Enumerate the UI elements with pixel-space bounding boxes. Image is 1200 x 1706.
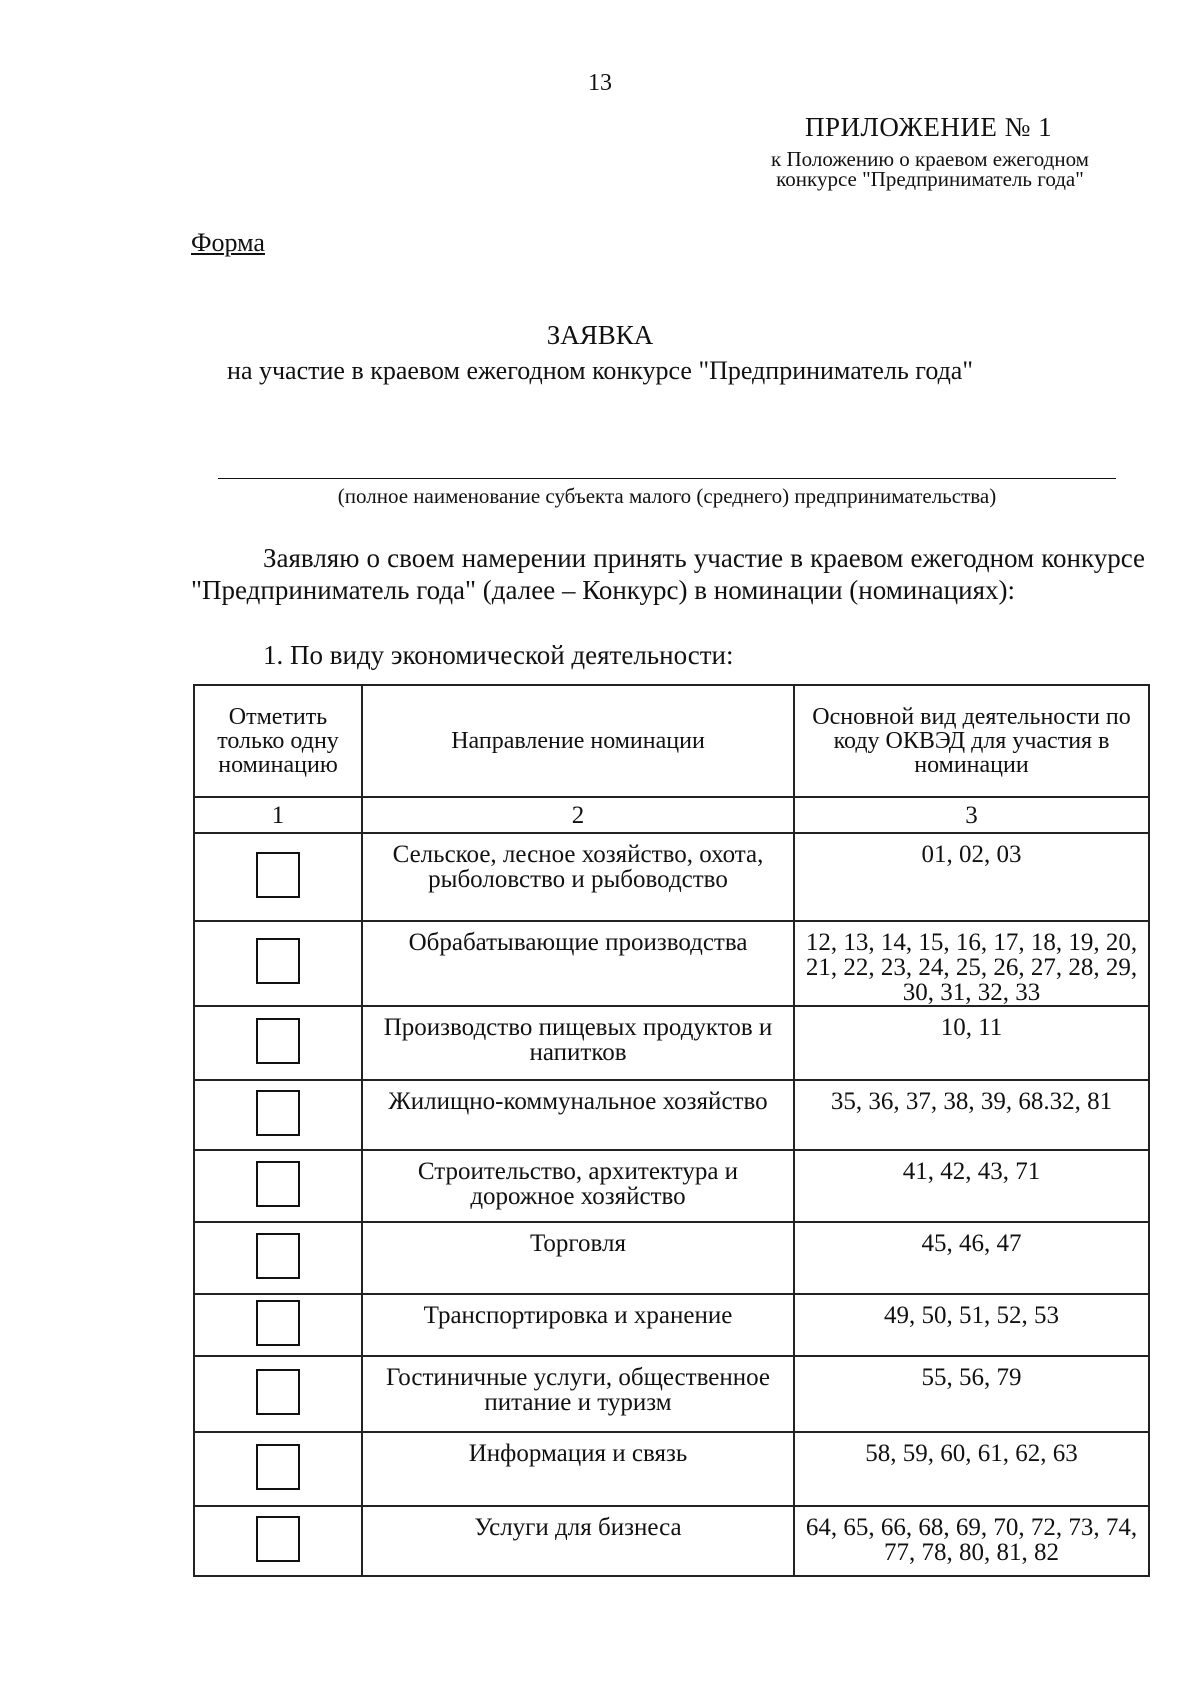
table-row	[194, 1432, 1149, 1506]
entity-name-line[interactable]	[218, 478, 1116, 479]
nomination-checkbox[interactable]	[256, 1300, 300, 1346]
table-header-row	[194, 685, 1149, 797]
table-row	[194, 1006, 1149, 1080]
nomination-direction: Торговля	[362, 1222, 794, 1294]
nomination-direction: Обрабатывающие производства	[362, 921, 794, 1006]
appendix-title: ПРИЛОЖЕНИЕ № 1	[805, 112, 1053, 142]
checkbox-cell	[194, 833, 362, 921]
okved-codes: 49, 50, 51, 52, 53	[794, 1294, 1149, 1356]
appendix-subtitle	[740, 149, 1120, 189]
table-row	[194, 1150, 1149, 1222]
entity-name-hint: (полное наименование субъекта малого (среднего) предпринимательства)	[337, 484, 997, 508]
nomination-direction: Гостиничные услуги, общественное питание и туризм	[362, 1356, 794, 1432]
column-number-row	[194, 797, 1149, 833]
okved-codes: 64, 65, 66, 68, 69, 70, 72, 73, 74, 77, 78, 80, 81, 82	[794, 1506, 1149, 1576]
nomination-checkbox[interactable]	[256, 852, 300, 898]
appendix-line-2: конкурсе "Предприниматель года"	[776, 167, 1084, 191]
header-mark: Отметить только одну номинацию	[194, 685, 362, 797]
page-number: 13	[588, 70, 612, 96]
table-row	[194, 1506, 1149, 1576]
nomination-direction: Транспортировка и хранение	[362, 1294, 794, 1356]
statement-block	[191, 542, 1145, 606]
okved-codes: 55, 56, 79	[794, 1356, 1149, 1432]
column-number-2: 2	[362, 797, 794, 833]
checkbox-cell	[194, 1222, 362, 1294]
checkbox-cell	[194, 1506, 362, 1576]
document-title: ЗАЯВКА	[546, 320, 654, 350]
checkbox-cell	[194, 1294, 362, 1356]
nomination-table	[193, 684, 1150, 1577]
table-row	[194, 1222, 1149, 1294]
header-okved: Основной вид деятельности по коду ОКВЭД для участия в номинации	[794, 685, 1149, 797]
checkbox-cell	[194, 921, 362, 1006]
nomination-checkbox[interactable]	[256, 1369, 300, 1415]
nomination-direction: Информация и связь	[362, 1432, 794, 1506]
nomination-checkbox[interactable]	[256, 938, 300, 984]
nomination-checkbox[interactable]	[256, 1444, 300, 1490]
nomination-checkbox[interactable]	[256, 1018, 300, 1064]
appendix-block	[740, 112, 1120, 189]
nomination-checkbox[interactable]	[256, 1161, 300, 1207]
document-subtitle: на участие в краевом ежегодном конкурсе "Предприниматель года"	[227, 356, 973, 385]
okved-codes: 45, 46, 47	[794, 1222, 1149, 1294]
table-row	[194, 1356, 1149, 1432]
form-label: Форма	[191, 228, 265, 257]
checkbox-cell	[194, 1080, 362, 1150]
nomination-direction: Услуги для бизнеса	[362, 1506, 794, 1576]
okved-codes: 58, 59, 60, 61, 62, 63	[794, 1432, 1149, 1506]
appendix-line-1: к Положению о краевом ежегодном	[771, 147, 1089, 171]
okved-codes: 10, 11	[794, 1006, 1149, 1080]
table-row	[194, 833, 1149, 921]
nomination-direction: Сельское, лесное хозяйство, охота, рыболовство и рыбоводство	[362, 833, 794, 921]
column-number-1: 1	[194, 797, 362, 833]
header-direction: Направление номинации	[362, 685, 794, 797]
table-row	[194, 1294, 1149, 1356]
checkbox-cell	[194, 1006, 362, 1080]
okved-codes: 35, 36, 37, 38, 39, 68.32, 81	[794, 1080, 1149, 1150]
column-number-3: 3	[794, 797, 1149, 833]
checkbox-cell	[194, 1150, 362, 1222]
nomination-direction: Строительство, архитектура и дорожное хозяйство	[362, 1150, 794, 1222]
okved-codes: 12, 13, 14, 15, 16, 17, 18, 19, 20, 21, 22, 23, 24, 25, 26, 27, 28, 29, 30, 31, 32, 33	[794, 921, 1149, 1006]
okved-codes: 01, 02, 03	[794, 833, 1149, 921]
table-row	[194, 921, 1149, 1006]
item-1-heading: 1. По виду экономической деятельности:	[263, 640, 734, 670]
nomination-direction: Жилищно-коммунальное хозяйство	[362, 1080, 794, 1150]
nomination-checkbox[interactable]	[256, 1090, 300, 1136]
checkbox-cell	[194, 1356, 362, 1432]
table-row	[194, 1080, 1149, 1150]
checkbox-cell	[194, 1432, 362, 1506]
nomination-checkbox[interactable]	[256, 1516, 300, 1562]
nomination-direction: Производство пищевых продуктов и напитков	[362, 1006, 794, 1080]
okved-codes: 41, 42, 43, 71	[794, 1150, 1149, 1222]
statement-text: Заявляю о своем намерении принять участие в краевом ежегодном конкурсе "Предприниматель года" (далее – Конкурс) в номинации (номинациях):	[191, 543, 1145, 605]
nomination-checkbox[interactable]	[256, 1233, 300, 1279]
